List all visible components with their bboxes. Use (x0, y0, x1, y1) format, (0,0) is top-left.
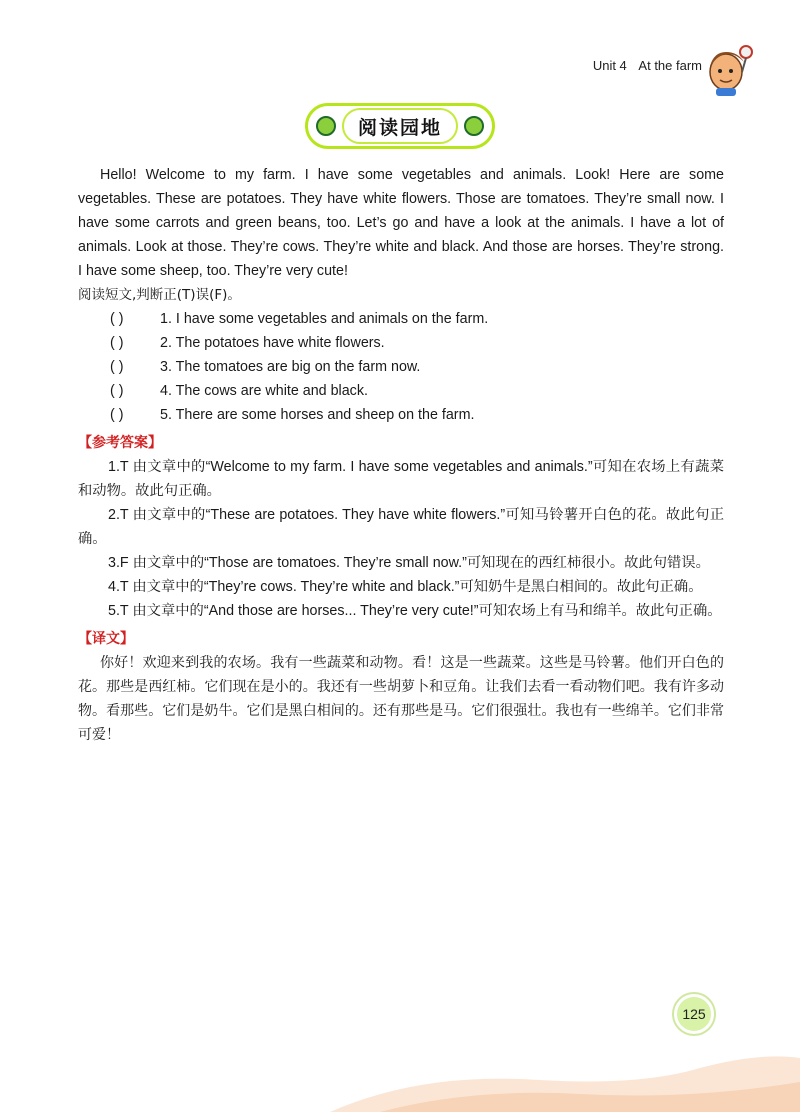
page-number: 125 (674, 994, 714, 1034)
section-title-badge (305, 103, 495, 149)
question-item (78, 307, 724, 331)
answer-item: 3.F 由文章中的“Those are tomatoes. They’re small now.”可知现在的西红柿很小。故此句错误。 (108, 555, 710, 571)
question-text: 1. I have some vegetables and animals on the farm. (160, 311, 489, 327)
unit-label: Unit 4 (592, 58, 627, 73)
page-content (78, 163, 724, 747)
question-text: 5. There are some horses and sheep on the farm. (160, 407, 475, 423)
question-item (78, 355, 724, 379)
answer-blank: ( ) (110, 383, 124, 399)
question-text: 3. The tomatoes are big on the farm now. (160, 359, 421, 375)
answer-blank: ( ) (110, 335, 124, 351)
mascot-icon (698, 38, 758, 98)
answer-blank: ( ) (110, 359, 124, 375)
answer-heading: 【参考答案】 (78, 435, 162, 451)
question-text: 2. The potatoes have white flowers. (160, 335, 385, 351)
question-item (78, 403, 724, 427)
unit-title: At the farm (638, 58, 702, 73)
green-dot-icon (316, 116, 336, 136)
answer-item: 5.T 由文章中的“And those are horses... They’re very cute!”可知农场上有马和绵羊。故此句正确。 (108, 603, 722, 619)
section-title: 阅读园地 (357, 116, 442, 139)
answer-blank: ( ) (110, 311, 124, 327)
answer-item: 4.T 由文章中的“They’re cows. They’re white and black.”可知奶牛是黑白相间的。故此句正确。 (108, 579, 703, 595)
question-text: 4. The cows are white and black. (160, 383, 368, 399)
translation-text: 你好！欢迎来到我的农场。我有一些蔬菜和动物。看！这是一些蔬菜。这些是马铃薯。他们开白色的花。那些是西红柿。它们现在是小的。我还有一些胡萝卜和豆角。让我们去看一看动物们吧。我有许多动物。看那些。它们是奶牛。它们是黑白相间的。还有那些是马。它们很强壮。我也有一些绵羊。它们非常可爱！ (78, 655, 724, 743)
running-header (585, 58, 702, 73)
green-dot-icon (464, 116, 484, 136)
instruction: 阅读短文,判断正(T)误(F)。 (78, 287, 241, 303)
reading-passage: Hello! Welcome to my farm. I have some vegetables and animals. Look! Here are some vegetables. These are potatoes. They have white flowers. Those are tomatoes. They’re small now. I have some carrots and green beans, too. Let’s go and have a look at the animals. I have a lot of animals. Look at those. They’re cows. They’re white and black. And those are horses. They’re strong. I have some sheep, too. They’re very cute! (78, 167, 724, 279)
question-item (78, 379, 724, 403)
translation-heading: 【译文】 (78, 631, 134, 647)
answer-item: 1.T 由文章中的“Welcome to my farm. I have some vegetables and animals.”可知在农场上有蔬菜和动物。故此句正确。 (78, 459, 724, 499)
answer-item: 2.T 由文章中的“These are potatoes. They have white flowers.”可知马铃薯开白色的花。故此句正确。 (78, 507, 724, 547)
answer-blank: ( ) (110, 407, 124, 423)
question-list (78, 307, 724, 427)
question-item (78, 331, 724, 355)
